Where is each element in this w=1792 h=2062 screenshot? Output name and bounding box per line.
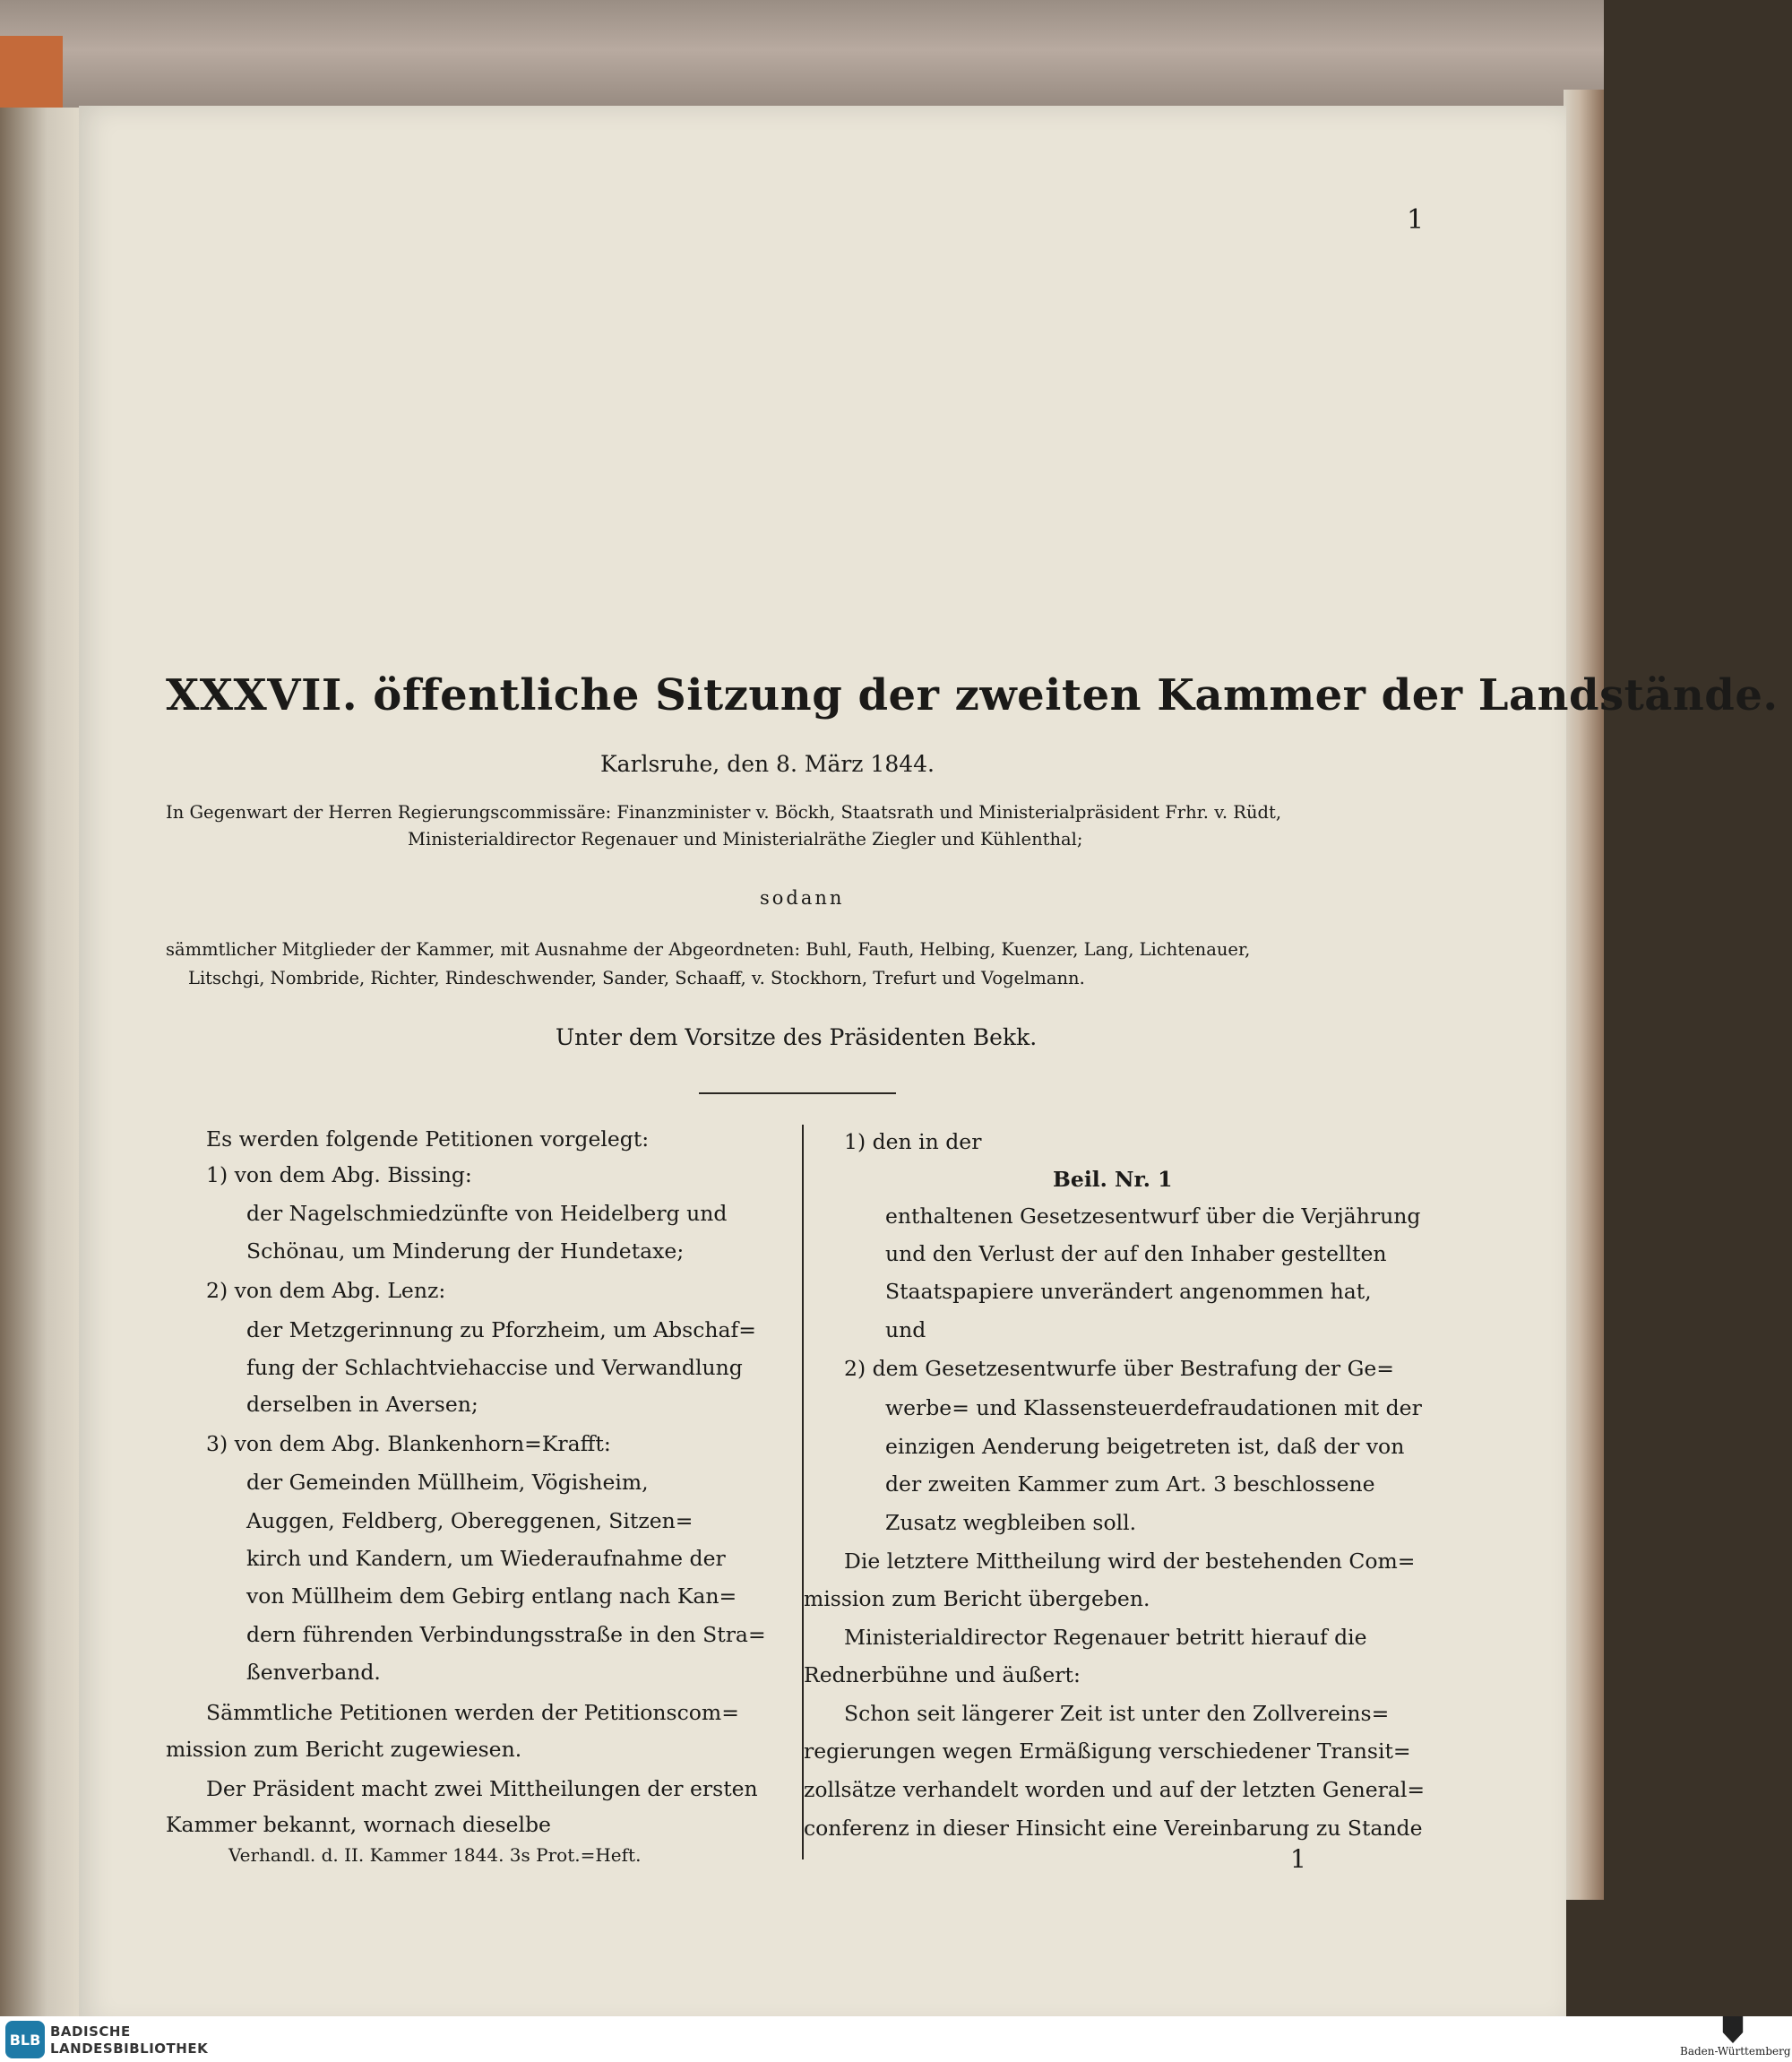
left-line: Kammer bekannt, wornach dieselbe [166,1812,551,1837]
right-line: regierungen wegen Ermäßigung verschiedener Transit= [804,1738,1411,1764]
right-line: der zweiten Kammer zum Art. 3 beschlossene [885,1471,1375,1497]
publication-footer: Verhandl. d. II. Kammer 1844. 3s Prot.=Heft. [228,1844,642,1866]
section-divider [699,1092,896,1094]
left-line: 1) von dem Abg. Bissing: [206,1162,472,1187]
right-line: Schon seit längerer Zeit ist unter den Zollvereins= [844,1701,1390,1726]
left-line: Sämmtliche Petitionen werden der Petitionscom= [206,1700,739,1725]
state-name: Baden-Württemberg [1680,2045,1791,2058]
presence-line-1: In Gegenwart der Herren Regierungscommissäre: Finanzminister v. Böckh, Staatsrath und Ministerialpräsident Frhr. v. Rüdt, [166,802,1282,823]
left-line: der Gemeinden Müllheim, Vögisheim, [246,1470,649,1495]
right-line: zollsätze verhandelt worden und auf der letzten General= [804,1777,1426,1802]
library-name-line-2: LANDESBIBLIOTHEK [50,2040,209,2057]
page-title: XXXVII. öffentliche Sitzung der zweiten Kammer der Landstände. [166,670,1779,720]
left-line: ßenverband. [246,1660,381,1685]
viewer-footer-bar [0,2016,1792,2062]
left-line: derselben in Aversen; [246,1392,478,1417]
left-line: mission zum Bericht zugewiesen. [166,1737,522,1762]
right-line: Rednerbühne und äußert: [804,1662,1081,1687]
right-line: mission zum Bericht übergeben. [804,1586,1150,1611]
right-line: 1) den in der [844,1129,982,1154]
right-line: Ministerialdirector Regenauer betritt hierauf die [844,1625,1367,1650]
page-number: 1 [1407,204,1425,236]
sheet-signature: 1 [1290,1844,1306,1874]
right-line: enthaltenen Gesetzesentwurf über die Verjährung [885,1204,1421,1229]
left-line: Der Präsident macht zwei Mittheilungen der ersten [206,1776,758,1801]
presence-line-2: Ministerialdirector Regenauer und Ministerialräthe Ziegler und Kühlenthal; [408,829,1083,850]
left-line: dern führenden Verbindungsstraße in den Stra= [246,1622,766,1647]
library-name-line-1: BADISCHE [50,2023,131,2040]
library-logo-icon[interactable]: BLB [5,2021,45,2058]
right-line: 2) dem Gesetzesentwurfe über Bestrafung der Ge= [844,1356,1394,1381]
right-line: und den Verlust der auf den Inhaber gestellten [885,1241,1387,1266]
left-line: kirch und Kandern, um Wiederaufnahme der [246,1546,726,1571]
left-line: Auggen, Feldberg, Obereggenen, Sitzen= [246,1508,694,1533]
right-line: conferenz in dieser Hinsicht eine Vereinbarung zu Stande [804,1816,1423,1841]
right-line: werbe= und Klassensteuerdefraudationen mit der [885,1395,1422,1420]
sodann-label: sodann [760,887,845,909]
right-line: Staatspapiere unverändert angenommen hat, [885,1279,1372,1304]
book-spine-left [0,108,85,2025]
book-page-edges [1564,90,1604,1900]
right-line: Die letztere Mittheilung wird der bestehenden Com= [844,1549,1416,1574]
place-date: Karlsruhe, den 8. März 1844. [600,751,935,777]
left-line: Schönau, um Minderung der Hundetaxe; [246,1238,685,1264]
left-line: Es werden folgende Petitionen vorgelegt: [206,1126,650,1152]
left-line: 3) von dem Abg. Blankenhorn=Krafft: [206,1431,611,1456]
left-line: von Müllheim dem Gebirg entlang nach Kan= [246,1583,737,1609]
right-line: einzigen Aenderung beigetreten ist, daß der von [885,1434,1405,1459]
left-line: der Metzgerinnung zu Pforzheim, um Abschaf= [246,1317,756,1342]
left-line: der Nagelschmiedzünfte von Heidelberg und [246,1201,728,1226]
right-line: Beil. Nr. 1 [1053,1167,1173,1192]
members-line-2: Litschgi, Nombride, Richter, Rindeschwender, Sander, Schaaff, v. Stockhorn, Trefurt und Vogelmann. [188,968,1085,988]
right-line: Zusatz wegbleiben soll. [885,1510,1137,1535]
left-line: fung der Schlachtviehaccise und Verwandlung [246,1355,743,1380]
members-line-1: sämmtlicher Mitglieder der Kammer, mit Ausnahme der Abgeordneten: Buhl, Fauth, Helbing, Kuenzer, Lang, Lichtenauer, [166,939,1251,960]
chair-line: Unter dem Vorsitze des Präsidenten Bekk. [556,1024,1038,1050]
right-line: und [885,1317,926,1342]
left-line: 2) von dem Abg. Lenz: [206,1278,446,1303]
